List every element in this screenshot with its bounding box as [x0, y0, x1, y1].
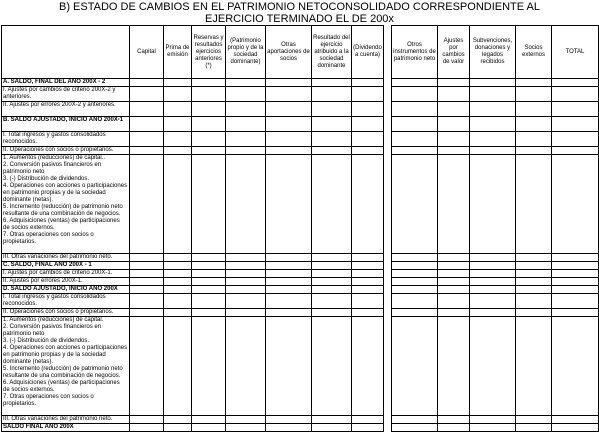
value-cell [516, 87, 552, 102]
value-cell [552, 117, 599, 132]
table-row [2, 117, 599, 132]
spacer-cell [384, 270, 392, 278]
col-header-otros-instrumentos: Otros instrumentos de patrimonio neto [392, 26, 438, 79]
value-cell [312, 155, 352, 254]
table-row [2, 309, 599, 317]
value-cell [192, 278, 226, 286]
spacer-cell [384, 117, 392, 132]
spacer-cell [384, 416, 392, 424]
col-header-otras-aportaciones: Otras aportaciones de socios [266, 26, 312, 79]
value-cell [130, 317, 164, 416]
value-cell [352, 262, 384, 270]
table-row [2, 87, 599, 102]
value-cell [312, 309, 352, 317]
value-cell [470, 155, 516, 254]
col-header-capital: Capital [130, 26, 164, 79]
value-cell [438, 416, 470, 424]
value-cell [266, 286, 312, 294]
value-cell [130, 424, 164, 432]
value-cell [130, 87, 164, 102]
value-cell [516, 294, 552, 309]
value-cell [516, 117, 552, 132]
value-cell [470, 424, 516, 432]
value-cell [266, 416, 312, 424]
spacer-cell [384, 87, 392, 102]
value-cell [226, 262, 266, 270]
value-cell [192, 294, 226, 309]
value-cell [266, 424, 312, 432]
value-cell [552, 79, 599, 87]
value-cell [516, 147, 552, 155]
value-cell [438, 132, 470, 147]
value-cell [226, 132, 266, 147]
value-cell [552, 286, 599, 294]
value-cell [312, 424, 352, 432]
value-cell [438, 117, 470, 132]
value-cell [392, 155, 438, 254]
table-row [2, 132, 599, 147]
spacer-cell [384, 309, 392, 317]
value-cell [130, 262, 164, 270]
value-cell [130, 102, 164, 117]
value-cell [226, 117, 266, 132]
spacer-cell [384, 102, 392, 117]
value-cell [164, 416, 192, 424]
value-cell [392, 286, 438, 294]
value-cell [352, 270, 384, 278]
value-cell [226, 317, 266, 416]
value-cell [164, 270, 192, 278]
value-cell [352, 155, 384, 254]
header-row [2, 26, 599, 79]
value-cell [438, 79, 470, 87]
value-cell [164, 147, 192, 155]
value-cell [312, 270, 352, 278]
spacer-cell [384, 317, 392, 416]
value-cell [226, 254, 266, 262]
value-cell [226, 294, 266, 309]
row-label: I. Ajustes por cambios de criterio 200X-2 y anteriores. [2, 87, 130, 102]
value-cell [164, 102, 192, 117]
value-cell [312, 294, 352, 309]
value-cell [352, 254, 384, 262]
table-row [2, 317, 599, 416]
spacer-cell [384, 79, 392, 87]
col-header-ajustes-valor: Ajustes por cambios de valor [438, 26, 470, 79]
value-cell [312, 117, 352, 132]
value-cell [438, 309, 470, 317]
value-cell [266, 262, 312, 270]
value-cell [130, 270, 164, 278]
value-cell [392, 117, 438, 132]
spacer-cell [384, 262, 392, 270]
row-label: C. SALDO, FINAL AÑO 200X - 1 [2, 262, 130, 270]
table-row [2, 424, 599, 432]
row-label: A. SALDO, FINAL DEL AÑO 200X - 2 [2, 79, 130, 87]
value-cell [192, 132, 226, 147]
value-cell [266, 278, 312, 286]
value-cell [552, 262, 599, 270]
spacer-cell [384, 424, 392, 432]
value-cell [552, 132, 599, 147]
value-cell [470, 286, 516, 294]
value-cell [130, 117, 164, 132]
value-cell [552, 147, 599, 155]
value-cell [552, 270, 599, 278]
value-cell [226, 309, 266, 317]
value-cell [226, 155, 266, 254]
value-cell [164, 117, 192, 132]
value-cell [312, 79, 352, 87]
table-row [2, 270, 599, 278]
value-cell [552, 317, 599, 416]
value-cell [552, 278, 599, 286]
value-cell [470, 262, 516, 270]
value-cell [552, 254, 599, 262]
value-cell [164, 132, 192, 147]
row-label: I. Total ingresos y gastos consolidados reconocidos. [2, 294, 130, 309]
row-label: II. Ajustes por errores 200X-1. [2, 278, 130, 286]
value-cell [516, 132, 552, 147]
col-header-prima-emision: Prima de emisión [164, 26, 192, 79]
value-cell [516, 286, 552, 294]
value-cell [516, 155, 552, 254]
value-cell [192, 286, 226, 294]
value-cell [192, 155, 226, 254]
value-cell [266, 132, 312, 147]
spacer-cell [384, 294, 392, 309]
row-label: B. SALDO AJUSTADO, INICIO AÑO 200X-1 [2, 117, 130, 132]
value-cell [164, 294, 192, 309]
row-label: III. Otras variaciones del patrimonio neto. [2, 254, 130, 262]
value-cell [266, 102, 312, 117]
value-cell [130, 278, 164, 286]
row-label: SALDO FINAL AÑO 200X [2, 424, 130, 432]
value-cell [266, 117, 312, 132]
value-cell [192, 117, 226, 132]
value-cell [352, 286, 384, 294]
value-cell [266, 79, 312, 87]
value-cell [516, 254, 552, 262]
value-cell [392, 147, 438, 155]
value-cell [312, 317, 352, 416]
row-label: 1. Aumentos (reducciones) de capital.. 2. Conversión pasivos financieros en patrimonio neto 3. (-) Distribución de dividendos. 4. Operaciones con acciones o participaciones en patrimonio propias y de la sociedad dominante (netas). 5. Incremento (reducción) de patrimonio neto resultante de una combinación de negocios. 6. Adquisiciones (ventas) de participaciones de socios externos. 7. Otras operaciones con socios o propietarios. [2, 155, 130, 254]
value-cell [392, 87, 438, 102]
value-cell [392, 270, 438, 278]
col-header-resultado-ejercicio: Resultado del ejercicio atribuido a la sociedad dominante [312, 26, 352, 79]
value-cell [312, 262, 352, 270]
value-cell [266, 254, 312, 262]
value-cell [130, 286, 164, 294]
value-cell [470, 270, 516, 278]
row-label: III. Otras variaciones del patrimonio neto. [2, 416, 130, 424]
value-cell [470, 278, 516, 286]
value-cell [266, 147, 312, 155]
value-cell [438, 286, 470, 294]
value-cell [470, 132, 516, 147]
value-cell [470, 254, 516, 262]
spacer-cell [384, 155, 392, 254]
value-cell [192, 262, 226, 270]
value-cell [266, 317, 312, 416]
col-header-dividendo-cuenta: (Dividendo a cuenta) [352, 26, 384, 79]
value-cell [392, 294, 438, 309]
col-header-spacer [384, 26, 392, 79]
value-cell [392, 424, 438, 432]
spacer-cell [384, 286, 392, 294]
value-cell [470, 117, 516, 132]
value-cell [266, 309, 312, 317]
value-cell [552, 416, 599, 424]
value-cell [226, 278, 266, 286]
col-header-total: TOTAL [552, 26, 599, 79]
title-line-1: B) ESTADO DE CAMBIOS EN EL PATRIMONIO NETOCONSOLIDADO CORRESPONDIENTE AL [58, 1, 541, 13]
value-cell [552, 102, 599, 117]
row-label: II. Operaciones con socios o propietarios. [2, 309, 130, 317]
value-cell [312, 132, 352, 147]
table-row [2, 278, 599, 286]
value-cell [552, 87, 599, 102]
value-cell [352, 416, 384, 424]
table-row [2, 102, 599, 117]
value-cell [392, 262, 438, 270]
value-cell [192, 79, 226, 87]
value-cell [226, 87, 266, 102]
row-label: II. Operaciones con socios o propietarios. [2, 147, 130, 155]
row-label: I. Ajustes por cambios de criterio 200X-1. [2, 270, 130, 278]
value-cell [470, 416, 516, 424]
col-header-subvenciones: Subvenciones, donaciones y legados recibidos [470, 26, 516, 79]
value-cell [352, 294, 384, 309]
value-cell [438, 262, 470, 270]
value-cell [438, 102, 470, 117]
value-cell [516, 262, 552, 270]
value-cell [352, 79, 384, 87]
value-cell [552, 294, 599, 309]
table-row [2, 416, 599, 424]
value-cell [130, 147, 164, 155]
value-cell [552, 424, 599, 432]
col-header-reservas: Reservas y resultados ejercicios anteriores (*) [192, 26, 226, 79]
value-cell [470, 294, 516, 309]
value-cell [226, 79, 266, 87]
value-cell [164, 286, 192, 294]
value-cell [352, 132, 384, 147]
value-cell [312, 147, 352, 155]
value-cell [438, 424, 470, 432]
value-cell [352, 424, 384, 432]
value-cell [226, 270, 266, 278]
value-cell [164, 87, 192, 102]
changes-in-equity-table [1, 25, 599, 432]
value-cell [312, 286, 352, 294]
value-cell [470, 87, 516, 102]
table-row [2, 294, 599, 309]
value-cell [392, 132, 438, 147]
value-cell [516, 278, 552, 286]
value-cell [352, 117, 384, 132]
value-cell [130, 309, 164, 317]
value-cell [312, 254, 352, 262]
spacer-cell [384, 278, 392, 286]
value-cell [352, 147, 384, 155]
value-cell [312, 278, 352, 286]
col-header-socios-externos: Socios externos [516, 26, 552, 79]
value-cell [130, 155, 164, 254]
value-cell [438, 147, 470, 155]
value-cell [192, 254, 226, 262]
value-cell [226, 147, 266, 155]
value-cell [130, 132, 164, 147]
value-cell [438, 278, 470, 286]
value-cell [130, 254, 164, 262]
value-cell [192, 102, 226, 117]
value-cell [552, 309, 599, 317]
value-cell [352, 309, 384, 317]
value-cell [438, 317, 470, 416]
value-cell [470, 79, 516, 87]
value-cell [516, 102, 552, 117]
value-cell [516, 309, 552, 317]
value-cell [552, 155, 599, 254]
value-cell [192, 270, 226, 278]
table-row [2, 79, 599, 87]
value-cell [192, 317, 226, 416]
spacer-cell [384, 132, 392, 147]
value-cell [392, 317, 438, 416]
value-cell [470, 102, 516, 117]
value-cell [192, 424, 226, 432]
value-cell [392, 309, 438, 317]
header-row-label [2, 26, 130, 79]
table-row [2, 147, 599, 155]
table-row [2, 262, 599, 270]
value-cell [192, 309, 226, 317]
value-cell [226, 416, 266, 424]
title-line-2: EJERCICIO TERMINADO EL DE 200x [205, 13, 394, 25]
value-cell [192, 416, 226, 424]
value-cell [266, 87, 312, 102]
value-cell [438, 294, 470, 309]
value-cell [516, 270, 552, 278]
row-label: D. SALDO AJUSTADO, INICIO AÑO 200X [2, 286, 130, 294]
value-cell [164, 278, 192, 286]
value-cell [352, 278, 384, 286]
row-label: 1. Aumentos (reducciones) de capital. 2. Conversión pasivos financieros en patrimonio neto 3. (-) Distribución de dividendos. 4. Operaciones con acciones o participaciones en patrimonio propias y de la sociedad dominante (netas). 5. Incremento (reducción) de patrimonio neto resultante de una combinación de negocios. 6. Adquisiciones (ventas) de participaciones de socios externos. 7. Otras operaciones con socios o propietarios. [2, 317, 130, 416]
value-cell [192, 87, 226, 102]
value-cell [130, 294, 164, 309]
value-cell [352, 87, 384, 102]
value-cell [130, 79, 164, 87]
value-cell [164, 254, 192, 262]
table-row [2, 286, 599, 294]
value-cell [266, 270, 312, 278]
table-row [2, 254, 599, 262]
value-cell [266, 294, 312, 309]
value-cell [516, 416, 552, 424]
value-cell [164, 262, 192, 270]
row-label: I. Total ingresos y gastos consolidados reconocidos. [2, 132, 130, 147]
value-cell [312, 87, 352, 102]
spacer-cell [384, 254, 392, 262]
value-cell [392, 254, 438, 262]
value-cell [266, 155, 312, 254]
value-cell [192, 147, 226, 155]
value-cell [438, 87, 470, 102]
value-cell [164, 309, 192, 317]
value-cell [392, 416, 438, 424]
value-cell [312, 416, 352, 424]
value-cell [392, 102, 438, 117]
value-cell [516, 79, 552, 87]
spacer-cell [384, 147, 392, 155]
value-cell [438, 155, 470, 254]
value-cell [516, 317, 552, 416]
value-cell [352, 317, 384, 416]
value-cell [164, 424, 192, 432]
value-cell [392, 79, 438, 87]
value-cell [164, 79, 192, 87]
value-cell [392, 278, 438, 286]
value-cell [516, 424, 552, 432]
value-cell [312, 102, 352, 117]
value-cell [470, 317, 516, 416]
value-cell [438, 254, 470, 262]
value-cell [438, 270, 470, 278]
value-cell [130, 416, 164, 424]
row-label: II. Ajustes por errores 200X-2 y anteriores. [2, 102, 130, 117]
table-body [2, 79, 599, 432]
table-row [2, 155, 599, 254]
value-cell [352, 102, 384, 117]
value-cell [226, 424, 266, 432]
value-cell [164, 155, 192, 254]
col-header-patrimonio-propio: (Patrimonio propio y de la sociedad dominante) [226, 26, 266, 79]
statement-title [0, 0, 599, 25]
value-cell [470, 147, 516, 155]
value-cell [470, 309, 516, 317]
value-cell [164, 317, 192, 416]
value-cell [226, 102, 266, 117]
value-cell [226, 286, 266, 294]
